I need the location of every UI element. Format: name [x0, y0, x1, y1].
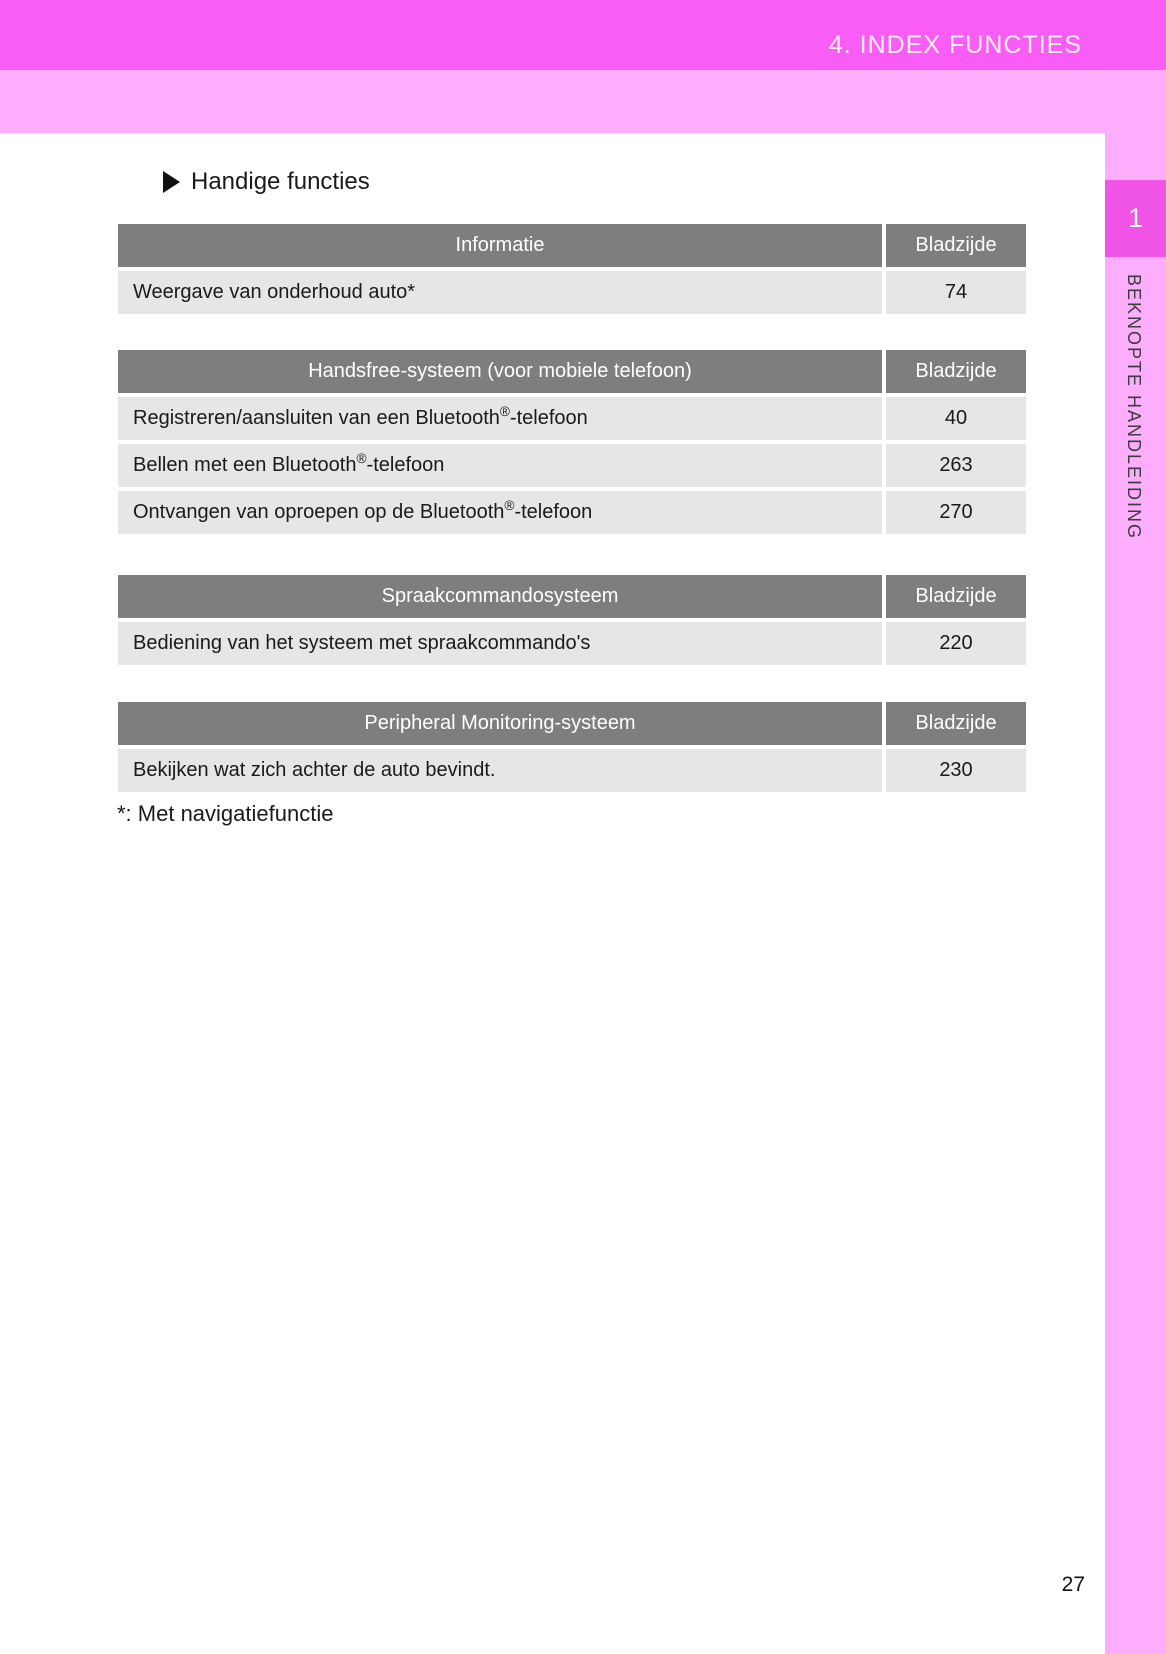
table-title: Informatie — [118, 224, 882, 267]
chapter-tab: 1 — [1105, 180, 1166, 257]
footnote: *: Met navigatiefunctie — [117, 801, 334, 826]
row-page-number: 230 — [886, 749, 1026, 792]
table-spraakcommandosysteem — [118, 575, 1026, 665]
table-handsfree-systeem — [118, 350, 1026, 534]
page-column-header: Bladzijde — [886, 575, 1026, 618]
table-title: Handsfree-systeem (voor mobiele telefoon) — [118, 350, 882, 393]
table-row — [118, 397, 1026, 440]
triangle-marker-icon — [163, 171, 180, 193]
table-row — [118, 491, 1026, 534]
table-header-row — [118, 702, 1026, 745]
row-page-number: 40 — [886, 397, 1026, 440]
row-label: Bekijken wat zich achter de auto bevindt. — [118, 749, 882, 792]
page-number: 27 — [1061, 1573, 1085, 1596]
table-header-row — [118, 350, 1026, 393]
table-header-row — [118, 224, 1026, 267]
row-page-number: 270 — [886, 491, 1026, 534]
row-page-number: 220 — [886, 622, 1026, 665]
page-column-header: Bladzijde — [886, 702, 1026, 745]
table-header-row — [118, 575, 1026, 618]
table-informatie — [118, 224, 1026, 314]
table-row — [118, 271, 1026, 314]
section-heading-label: Handige functies — [191, 168, 370, 195]
section-heading — [163, 166, 370, 198]
page-column-header: Bladzijde — [886, 350, 1026, 393]
table-row — [118, 444, 1026, 487]
table-peripheral-monitoring — [118, 702, 1026, 792]
table-title: Spraakcommandosysteem — [118, 575, 882, 618]
table-title: Peripheral Monitoring-systeem — [118, 702, 882, 745]
row-label: Ontvangen van oproepen op de Bluetooth ® -telefoon — [118, 491, 882, 534]
header-pink-band — [0, 70, 1166, 133]
table-row — [118, 622, 1026, 665]
row-label: Bellen met een Bluetooth ® -telefoon — [118, 444, 882, 487]
row-label: Weergave van onderhoud auto* — [118, 271, 882, 314]
row-label: Bediening van het systeem met spraakcommando's — [118, 622, 882, 665]
table-row — [118, 749, 1026, 792]
row-page-number: 74 — [886, 271, 1026, 314]
row-page-number: 263 — [886, 444, 1026, 487]
page-header-title: 4. INDEX FUNCTIES — [828, 31, 1082, 59]
chapter-sidebar-label: BEKNOPTE HANDLEIDING — [1124, 274, 1144, 541]
page-header-bar — [0, 0, 1166, 70]
row-label: Registreren/aansluiten van een Bluetooth ® -telefoon — [118, 397, 882, 440]
page-column-header: Bladzijde — [886, 224, 1026, 267]
